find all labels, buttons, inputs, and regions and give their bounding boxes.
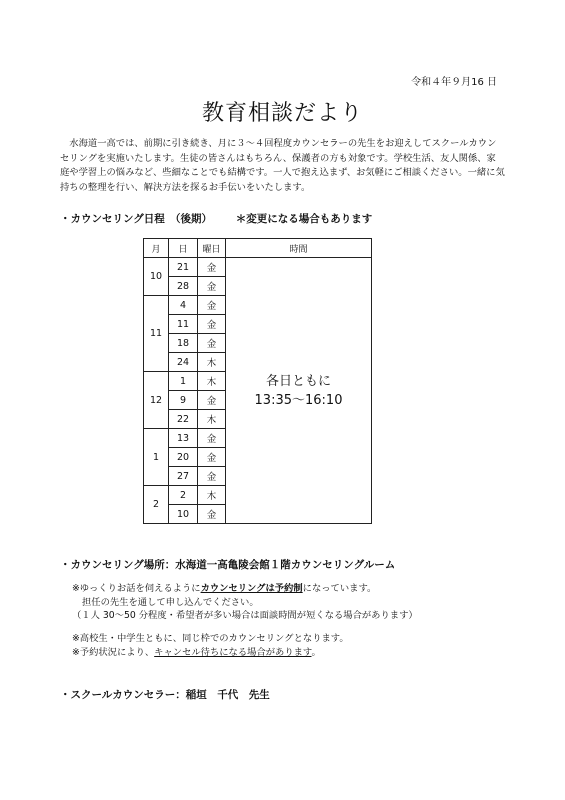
page-title: 教育相談だより [201,101,363,126]
weekday-cell: 木 [198,372,226,391]
weekday-cell: 金 [198,391,226,410]
note-line-5 [72,646,349,660]
note-line-5-pre: ※予約状況により、 [72,646,155,658]
weekday-cell: 金 [198,334,226,353]
month-cell: 12 [144,372,169,429]
extra-notes [72,632,349,659]
counselor-heading: ・スクールカウンセラー：稲垣 千代 先生 [60,689,270,701]
weekday-cell: 金 [198,505,226,524]
day-cell: 20 [169,448,198,467]
note-line-3: （１人 30～50 分程度・希望者が多い場合は面談時間が短くなる場合があります） [72,610,418,621]
place-heading: ・カウンセリング場所：水海道一高亀陵会館１階カウンセリングルーム [60,559,396,571]
day-cell: 4 [169,296,198,315]
day-cell: 27 [169,467,198,486]
day-cell: 10 [169,505,198,524]
day-cell: 9 [169,391,198,410]
weekday-cell: 金 [198,277,226,296]
weekday-cell: 金 [198,258,226,277]
day-cell: 28 [169,277,198,296]
day-cell: 1 [169,372,198,391]
time-cell [226,258,372,524]
weekday-cell: 木 [198,486,226,505]
schedule-change-note: ＊変更になる場合もあります [235,213,373,225]
note-cancel-emphasis: キャンセル待ちになる場合があります [154,646,312,658]
weekday-cell: 金 [198,296,226,315]
weekday-cell: 金 [198,467,226,486]
schedule-heading-label: ・カウンセリング日程 （後期） [60,213,213,225]
schedule-heading [60,211,372,226]
header-month: 月 [144,239,169,258]
header-weekday: 曜日 [198,239,226,258]
weekday-cell: 金 [198,448,226,467]
time-line-1: 各日ともに [265,373,331,389]
schedule-table [143,238,372,524]
intro-text: 水海道一高では、前期に引き続き、月に３～４回程度カウンセラーの先生をお迎えしてスクールカウンセリングを実施いたします。生徒の皆さんはもちろん、保護者の方も対象です。学校生活、友人関係、家庭や学習上の悩みなど、些細なことでも結構です。一人で抱え込まず、お気軽にご相談ください。一緒に気持ちの整理を行い、解決方法を探るお手伝いをいたします。 [60,138,505,193]
note-line-5-post: 。 [311,646,321,658]
weekday-cell: 木 [198,353,226,372]
day-cell: 13 [169,429,198,448]
month-cell: 10 [144,258,169,296]
day-cell: 11 [169,315,198,334]
issue-date: 令和４年９月16 日 [411,77,497,88]
day-cell: 18 [169,334,198,353]
day-cell: 22 [169,410,198,429]
time-line-2: 13:35～16:10 [254,392,343,408]
table-row [144,258,372,277]
intro-paragraph [60,137,505,195]
table-header-row [144,239,372,258]
header-day: 日 [169,239,198,258]
weekday-cell: 金 [198,315,226,334]
note-line-2: 担任の先生を通して申し込んでください。 [82,596,259,608]
month-cell: 1 [144,429,169,486]
note-line-1 [72,582,418,596]
weekday-cell: 木 [198,410,226,429]
month-cell: 11 [144,296,169,372]
note-line-1-pre: ※ゆっくりお話を伺えるように [72,583,201,594]
day-cell: 24 [169,353,198,372]
reservation-notes [72,582,418,623]
header-time: 時間 [226,239,372,258]
note-line-4: ※高校生・中学生ともに、同じ枠でのカウンセリングとなります。 [72,633,349,644]
note-line-1-post: になっています。 [302,583,377,594]
day-cell: 2 [169,486,198,505]
month-cell: 2 [144,486,169,524]
weekday-cell: 金 [198,429,226,448]
day-cell: 21 [169,258,198,277]
note-reservation-emphasis: カウンセリングは予約制 [200,583,303,594]
